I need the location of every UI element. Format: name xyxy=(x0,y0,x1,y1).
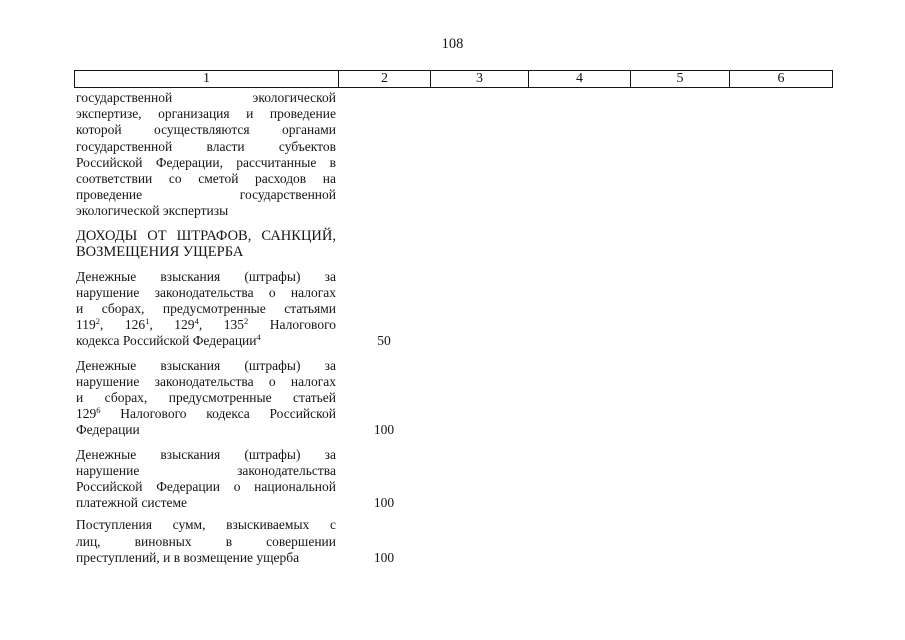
text-line: и сборах, предусмотренные статьей xyxy=(76,390,336,406)
row-description xyxy=(76,447,336,512)
row-description xyxy=(76,517,336,566)
row-description xyxy=(76,358,336,439)
text-line: нарушение законодательства о налогах xyxy=(76,373,336,389)
text-line: платежной системе xyxy=(76,495,188,511)
text-line: проведение государственной xyxy=(76,187,336,203)
text-line: Российской Федерации, рассчитанные в xyxy=(76,154,336,170)
text-segment: Налогового кодекса Российской xyxy=(100,406,336,422)
column-2-value: 100 xyxy=(373,422,395,438)
text-line: Поступления сумм, взыскиваемых с xyxy=(76,517,336,533)
row-description xyxy=(76,269,336,350)
footnote-marker: 4 xyxy=(256,332,261,343)
footnote-marker: 1 xyxy=(145,316,150,327)
footnote-marker: 2 xyxy=(243,316,249,327)
column-header-6: 6 xyxy=(729,71,832,87)
text-segment: , 126 xyxy=(100,317,146,333)
table-row xyxy=(76,358,436,439)
column-header-5: 5 xyxy=(630,71,729,87)
text-line: ВОЗМЕЩЕНИЯ УЩЕРБА xyxy=(76,244,244,261)
table-row xyxy=(76,269,436,350)
footnote-marker: 6 xyxy=(96,405,101,416)
text-line xyxy=(76,333,336,349)
text-line xyxy=(76,406,336,422)
table-row xyxy=(76,447,436,512)
column-header-2: 2 xyxy=(338,71,430,87)
text-line xyxy=(76,317,336,333)
footnote-marker: 2 xyxy=(95,316,100,327)
text-line: соответствии со сметой расходов на xyxy=(76,171,336,187)
text-line: и сборах, предусмотренные статьями xyxy=(76,301,336,317)
text-segment: Налогового xyxy=(248,317,337,333)
text-line: Денежные взыскания (штрафы) за xyxy=(76,357,336,373)
text-line: Федерации xyxy=(76,422,140,438)
text-line: преступлений, и в возмещение ущерба xyxy=(76,549,300,565)
text-segment: , 129 xyxy=(149,317,195,333)
text-line: лиц, виновных в совершении xyxy=(76,533,336,549)
column-2-value: 100 xyxy=(373,549,395,565)
text-line: которой осуществляются органами xyxy=(76,122,336,138)
text-line: Российской Федерации о национальной xyxy=(76,479,336,495)
text-line: государственной власти субъектов xyxy=(76,138,336,154)
text-line: нарушение законодательства xyxy=(76,462,336,478)
column-2-value: 50 xyxy=(377,333,391,349)
text-segment: 119 xyxy=(76,317,96,333)
table-header-row xyxy=(74,70,833,88)
row-description xyxy=(76,90,336,220)
text-line: экологической экспертизы xyxy=(76,203,229,219)
text-segment: 129 xyxy=(76,406,97,422)
text-line: нарушение законодательства о налогах xyxy=(76,284,336,300)
text-line: экспертизе, организация и проведение xyxy=(76,106,336,122)
column-header-1: 1 xyxy=(203,71,210,86)
table-row xyxy=(76,90,436,220)
heading-text xyxy=(76,228,336,261)
column-header-4: 4 xyxy=(528,71,630,87)
column-header-3: 3 xyxy=(430,71,528,87)
text-line: Денежные взыскания (штрафы) за xyxy=(76,446,336,462)
table-row xyxy=(76,517,436,566)
text-segment: кодекса Российской Федерации xyxy=(76,333,257,349)
column-2-value: 100 xyxy=(373,495,395,511)
text-line: Денежные взыскания (штрафы) за xyxy=(76,268,336,284)
section-heading xyxy=(76,228,436,261)
text-line: государственной экологической xyxy=(76,90,336,105)
page-number: 108 xyxy=(441,36,464,52)
text-line: ДОХОДЫ ОТ ШТРАФОВ, САНКЦИЙ, xyxy=(76,227,336,244)
text-segment: , 135 xyxy=(198,317,244,333)
footnote-marker: 4 xyxy=(194,316,199,327)
table-body xyxy=(76,90,436,566)
